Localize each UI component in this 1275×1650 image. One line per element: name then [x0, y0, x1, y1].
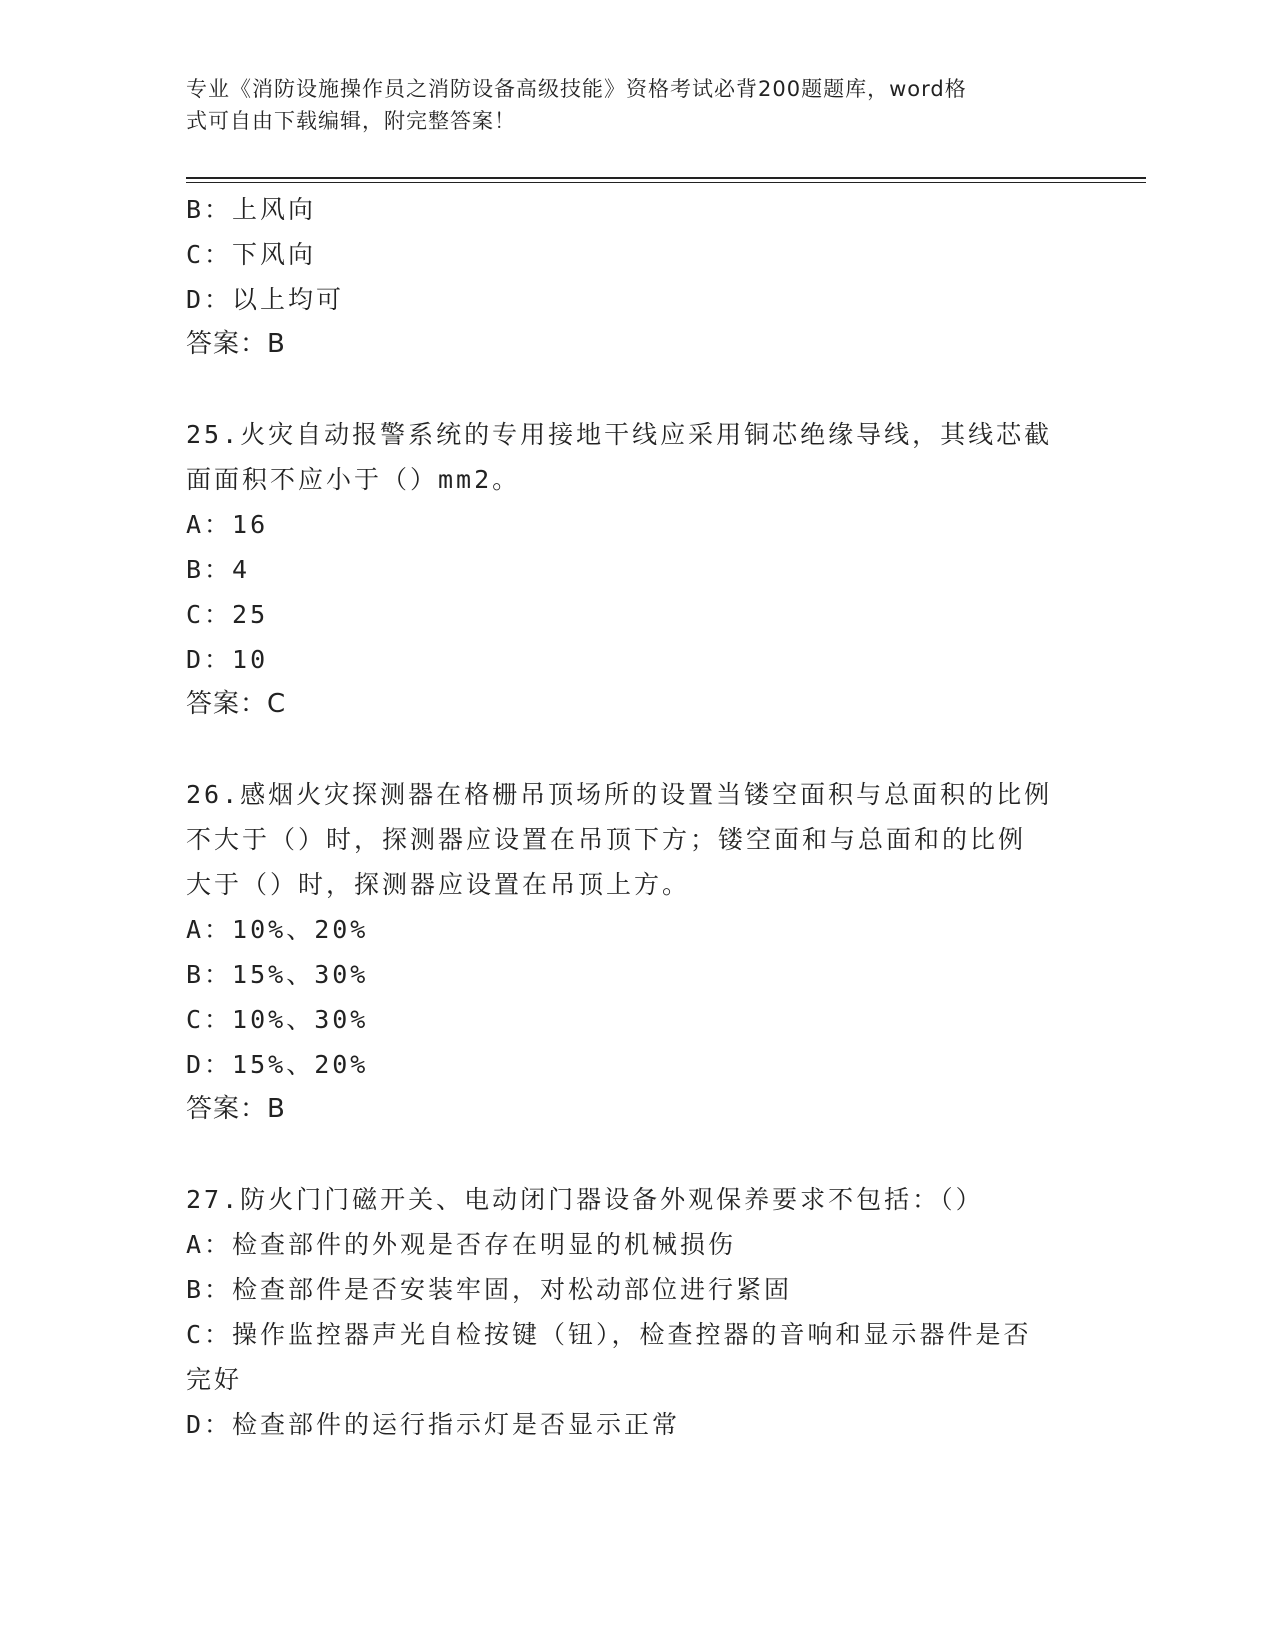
- option-d: D：以上均可: [186, 285, 345, 314]
- question-27-line-1: 27.防火门门磁开关、电动闭门器设备外观保养要求不包括：（）: [186, 1185, 984, 1214]
- question-25-answer: 答案：C: [186, 689, 287, 719]
- question-26-line-2: 不大于（）时，探测器应设置在吊顶下方；镂空面和与总面和的比例: [186, 825, 1027, 854]
- header-divider-thick: [186, 177, 1146, 179]
- header-line-2: 式可自由下载编辑，附完整答案！: [186, 109, 516, 133]
- question-25-option-a: A：16: [186, 510, 269, 539]
- question-26-option-d: D：15%、20%: [186, 1050, 369, 1079]
- header-divider-thin: [186, 182, 1146, 183]
- question-26-line-3: 大于（）时，探测器应设置在吊顶上方。: [186, 870, 691, 899]
- header-line-1: 专业《消防设施操作员之消防设备高级技能》资格考试必背200题题库，word格: [186, 77, 967, 101]
- spacer: [186, 1132, 1066, 1177]
- question-27-option-c-continued: 完好: [186, 1365, 243, 1394]
- question-26-option-c: C：10%、30%: [186, 1005, 369, 1034]
- document-header: [186, 73, 1066, 137]
- option-b: B：上风向: [186, 195, 317, 224]
- question-25-option-d: D：10: [186, 645, 269, 674]
- question-25-option-b: B：4: [186, 555, 251, 584]
- question-27-option-b: B：检查部件是否安装牢固，对松动部位进行紧固: [186, 1275, 793, 1304]
- question-27-option-a: A：检查部件的外观是否存在明显的机械损伤: [186, 1230, 737, 1259]
- question-25-line-1: 25.火灾自动报警系统的专用接地干线应采用铜芯绝缘导线，其线芯截: [186, 420, 1053, 449]
- question-26-answer: 答案：B: [186, 1094, 286, 1124]
- question-26-option-a: A：10%、20%: [186, 915, 369, 944]
- question-26-option-b: B：15%、30%: [186, 960, 369, 989]
- spacer: [186, 727, 1066, 772]
- answer-label: 答案：B: [186, 329, 286, 359]
- question-25-line-2: 面面积不应小于（）mm2。: [186, 465, 521, 494]
- question-26-line-1: 26.感烟火灾探测器在格栅吊顶场所的设置当镂空面积与总面积的比例: [186, 780, 1053, 809]
- question-27-option-d: D：检查部件的运行指示灯是否显示正常: [186, 1410, 681, 1439]
- question-25-option-c: C：25: [186, 600, 269, 629]
- option-c: C：下风向: [186, 240, 317, 269]
- spacer: [186, 367, 1066, 412]
- question-content: [186, 187, 1066, 1447]
- question-27-option-c: C：操作监控器声光自检按键（钮），检查控器的音响和显示器件是否: [186, 1320, 1032, 1349]
